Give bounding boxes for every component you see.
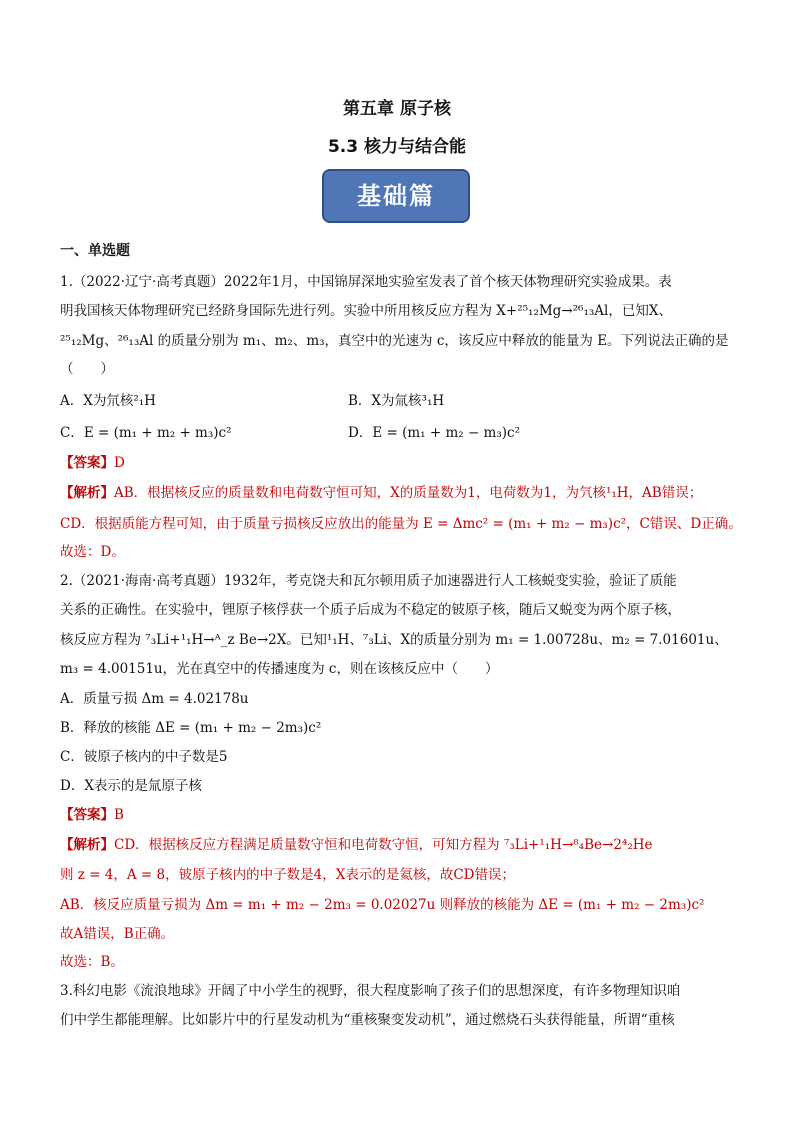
q1-line-4: （ ） — [60, 361, 114, 377]
q2-analysis-label: 【解析】 — [60, 837, 114, 853]
q2-line-2: 关系的正确性。在实验中，锂原子核俘获一个质子后成为不稳定的铍原子核，随后又蜕变为两个原子核， — [60, 602, 681, 618]
q2-line-1: 2.（2021·海南·高考真题）1932年，考克饶夫和瓦尔顿用质子加速器进行人工核蜕变实验，验证了质能 — [60, 573, 677, 589]
q1-analysis-label: 【解析】 — [60, 485, 114, 501]
q1-answer-row — [60, 451, 125, 471]
q1-answer-label: 【答案】 — [60, 455, 114, 471]
q2-analysis-2: 则 z = 4，A = 8，铍原子核内的中子数是4，X表示的是氦核，故CD错误； — [60, 867, 515, 883]
q3-line-1: 3.科幻电影《流浪地球》开阔了中小学生的视野，很大程度影响了孩子们的思想深度，有许多物理知识咱 — [60, 983, 681, 999]
q2-answer-label: 【答案】 — [60, 807, 114, 823]
q2-analysis-3: AB．核反应质量亏损为 Δm = m₁ + m₂ − 2m₃ = 0.02027u 则释放的核能为 ΔE = (m₁ + m₂ − 2m₃)c² — [60, 897, 705, 913]
q2-line-4: m₃ = 4.00151u，光在真空中的传播速度为 c，则在该核反应中（ ） — [60, 661, 499, 677]
q2-option-b: B．释放的核能 ΔE = (m₁ + m₂ − 2m₃)c² — [60, 720, 322, 736]
section-title: 5.3 核力与结合能 — [327, 137, 467, 157]
chapter-title: 第五章 原子核 — [343, 99, 451, 119]
q2-answer: B — [114, 807, 124, 823]
q3-line-2: 们中学生都能理解。比如影片中的行星发动机为“重核聚变发动机”，通过燃烧石头获得能量，所谓“重核 — [60, 1012, 675, 1028]
q2-option-a: A．质量亏损 Δm = 4.02178u — [60, 691, 249, 707]
level-badge: 基础篇 — [322, 169, 470, 223]
q1-analysis-2: CD．根据质能方程可知，由于质量亏损核反应放出的能量为 E = Δmc² = (m₁ + m₂ − m₃)c²，C错误、D正确。 — [60, 516, 742, 532]
q2-analysis-4: 故A错误，B正确。 — [60, 926, 175, 942]
q2-line-3: 核反应方程为 ⁷₃Li+¹₁H→ᴬ_z Be→2X。已知¹₁H、⁷₃Li、X的质量分别为 m₁ = 1.00728u、m₂ = 7.01601u、 — [60, 632, 728, 648]
q1-line-1: 1.（2022·辽宁·高考真题）2022年1月，中国锦屏深地实验室发表了首个核天体物理研究实验成果。表 — [60, 274, 672, 290]
q2-analysis-1: CD．根据核反应方程满足质量数守恒和电荷数守恒，可知方程为 ⁷₃Li+¹₁H→⁸₄Be→2⁴₂He — [114, 837, 653, 853]
q2-analysis-1-row — [60, 833, 653, 853]
q1-option-a: A．X为氘核²₁H — [60, 393, 156, 409]
q1-option-b: B．X为氚核³₁H — [348, 393, 445, 409]
q1-line-2: 明我国核天体物理研究已经跻身国际先进行列。实验中所用核反应方程为 X+²⁵₁₂Mg→²⁶₁₃Al，已知X、 — [60, 303, 672, 319]
q2-answer-row — [60, 803, 124, 823]
q1-option-d: D．E = (m₁ + m₂ − m₃)c² — [348, 425, 521, 441]
q2-choice: 故选：B。 — [60, 954, 124, 970]
q1-analysis-1: AB．根据核反应的质量数和电荷数守恒可知，X的质量数为1，电荷数为1，为氕核¹₁H，AB错误； — [114, 485, 703, 501]
q1-answer: D — [114, 455, 125, 471]
q1-option-c: C．E = (m₁ + m₂ + m₃)c² — [60, 425, 232, 441]
q1-analysis-1-row — [60, 481, 702, 501]
q2-option-d: D．X表示的是氚原子核 — [60, 778, 202, 794]
q2-option-c: C．铍原子核内的中子数是5 — [60, 749, 228, 765]
q1-choice: 故选：D。 — [60, 544, 125, 560]
q1-line-3: ²⁵₁₂Mg、²⁶₁₃Al 的质量分别为 m₁、m₂、m₃，真空中的光速为 c，该反应中释放的能量为 E。下列说法正确的是 — [60, 333, 729, 349]
section-heading: 一、单选题 — [60, 243, 130, 259]
